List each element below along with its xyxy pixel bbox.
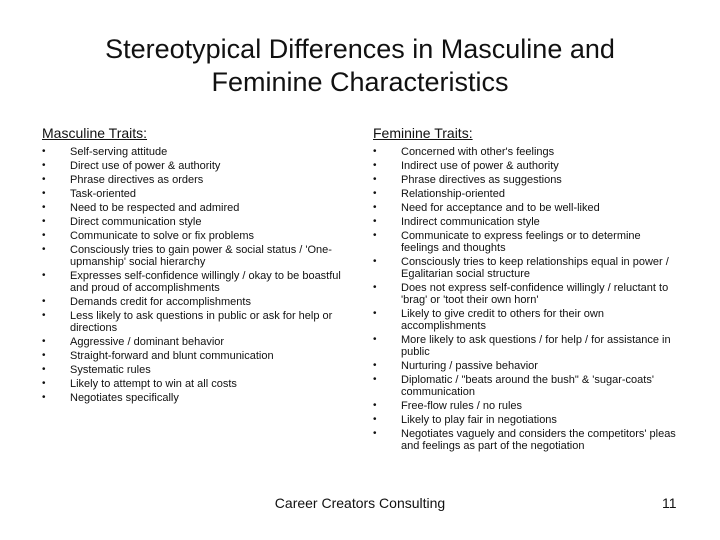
list-item xyxy=(42,270,352,294)
list-item xyxy=(42,378,352,390)
bullet-icon: • xyxy=(42,188,46,199)
bullet-icon: • xyxy=(373,374,377,385)
list-item xyxy=(42,160,352,172)
bullet-icon: • xyxy=(373,230,377,241)
list-item xyxy=(373,282,678,306)
bullet-icon: • xyxy=(42,310,46,321)
list-item-text: Does not express self-confidence willingly / reluctant to 'brag' or 'toot their own horn' xyxy=(401,282,669,306)
bullet-icon: • xyxy=(42,392,46,403)
bullet-icon: • xyxy=(373,428,377,439)
bullet-icon: • xyxy=(42,244,46,255)
bullet-icon: • xyxy=(42,336,46,347)
feminine-heading: Feminine Traits: xyxy=(373,125,473,141)
bullet-icon: • xyxy=(42,296,46,307)
masculine-traits-list xyxy=(42,146,352,406)
list-item-text: Negotiates specifically xyxy=(70,392,179,404)
list-item-text: Self-serving attitude xyxy=(70,146,168,158)
list-item xyxy=(373,360,678,372)
bullet-icon: • xyxy=(42,378,46,389)
list-item-text: Indirect communication style xyxy=(401,216,540,228)
list-item xyxy=(42,310,352,334)
list-item xyxy=(42,188,352,200)
list-item xyxy=(42,202,352,214)
bullet-icon: • xyxy=(42,364,46,375)
list-item-text: Phrase directives as suggestions xyxy=(401,174,562,186)
bullet-icon: • xyxy=(42,230,46,241)
bullet-icon: • xyxy=(42,174,46,185)
bullet-icon: • xyxy=(373,334,377,345)
slide-title-line-1: Stereotypical Differences in Masculine and xyxy=(105,34,615,64)
list-item-text: Free-flow rules / no rules xyxy=(401,400,523,412)
list-item-text: Aggressive / dominant behavior xyxy=(70,336,225,348)
list-item-text: Direct communication style xyxy=(70,216,202,228)
bullet-icon: • xyxy=(373,360,377,371)
bullet-icon: • xyxy=(42,350,46,361)
list-item-text: Direct use of power & authority xyxy=(70,160,221,172)
list-item xyxy=(373,174,678,186)
list-item-text: Phrase directives as orders xyxy=(70,174,204,186)
list-item-text: Task-oriented xyxy=(70,188,137,200)
list-item-text: Need to be respected and admired xyxy=(70,202,240,214)
list-item-text: Concerned with other's feelings xyxy=(401,146,555,158)
list-item-text: Communicate to solve or fix problems xyxy=(70,230,255,242)
bullet-icon: • xyxy=(373,216,377,227)
list-item xyxy=(373,374,678,398)
list-item xyxy=(373,334,678,358)
list-item xyxy=(42,296,352,308)
list-item-text: Likely to give credit to others for their own accomplishments xyxy=(401,308,604,332)
list-item-text: Systematic rules xyxy=(70,364,151,376)
bullet-icon: • xyxy=(42,202,46,213)
list-item-text: Negotiates vaguely and considers the competitors' pleas and feelings as part of the negotiation xyxy=(401,428,676,452)
list-item-text: Nurturing / passive behavior xyxy=(401,360,538,372)
bullet-icon: • xyxy=(373,174,377,185)
list-item xyxy=(42,364,352,376)
list-item xyxy=(42,216,352,228)
bullet-icon: • xyxy=(373,160,377,171)
list-item-text: Communicate to express feelings or to determine feelings and thoughts xyxy=(401,230,641,254)
list-item xyxy=(373,308,678,332)
bullet-icon: • xyxy=(373,256,377,267)
list-item xyxy=(42,350,352,362)
bullet-icon: • xyxy=(42,146,46,157)
page-number: 11 xyxy=(662,495,677,511)
list-item-text: Diplomatic / "beats around the bush" & 'sugar-coats' communication xyxy=(401,374,654,398)
feminine-traits-list xyxy=(373,146,678,454)
list-item xyxy=(373,400,678,412)
list-item-text: More likely to ask questions / for help / for assistance in public xyxy=(401,334,671,358)
list-item-text: Expresses self-confidence willingly / okay to be boastful and proud of accomplishments xyxy=(70,270,341,294)
list-item-text: Less likely to ask questions in public or ask for help or directions xyxy=(70,310,333,334)
bullet-icon: • xyxy=(42,270,46,281)
bullet-icon: • xyxy=(373,282,377,293)
footer-text: Career Creators Consulting xyxy=(274,495,446,511)
list-item xyxy=(373,216,678,228)
list-item xyxy=(42,174,352,186)
bullet-icon: • xyxy=(373,202,377,213)
bullet-icon: • xyxy=(42,216,46,227)
list-item xyxy=(373,146,678,158)
list-item-text: Likely to attempt to win at all costs xyxy=(70,378,237,390)
list-item-text: Relationship-oriented xyxy=(401,188,505,200)
bullet-icon: • xyxy=(373,400,377,411)
masculine-heading: Masculine Traits: xyxy=(42,125,148,141)
list-item-text: Consciously tries to gain power & social status / 'One-upmanship' social hierarchy xyxy=(70,244,332,268)
list-item xyxy=(373,202,678,214)
slide-title-line-2: Feminine Characteristics xyxy=(211,67,509,97)
list-item-text: Consciously tries to keep relationships equal in power / Egalitarian social structure xyxy=(401,256,669,280)
list-item xyxy=(42,244,352,268)
list-item-text: Likely to play fair in negotiations xyxy=(401,414,557,426)
bullet-icon: • xyxy=(42,160,46,171)
bullet-icon: • xyxy=(373,414,377,425)
list-item xyxy=(42,146,352,158)
list-item xyxy=(42,230,352,242)
list-item xyxy=(373,256,678,280)
list-item xyxy=(373,160,678,172)
list-item xyxy=(373,428,678,452)
list-item xyxy=(373,414,678,426)
list-item-text: Need for acceptance and to be well-liked xyxy=(401,202,600,214)
bullet-icon: • xyxy=(373,146,377,157)
list-item xyxy=(373,230,678,254)
list-item xyxy=(42,392,352,404)
list-item xyxy=(373,188,678,200)
list-item-text: Straight-forward and blunt communication xyxy=(70,350,274,362)
slide-title xyxy=(60,33,660,99)
list-item-text: Indirect use of power & authority xyxy=(401,160,559,172)
list-item xyxy=(42,336,352,348)
bullet-icon: • xyxy=(373,308,377,319)
list-item-text: Demands credit for accomplishments xyxy=(70,296,251,308)
bullet-icon: • xyxy=(373,188,377,199)
